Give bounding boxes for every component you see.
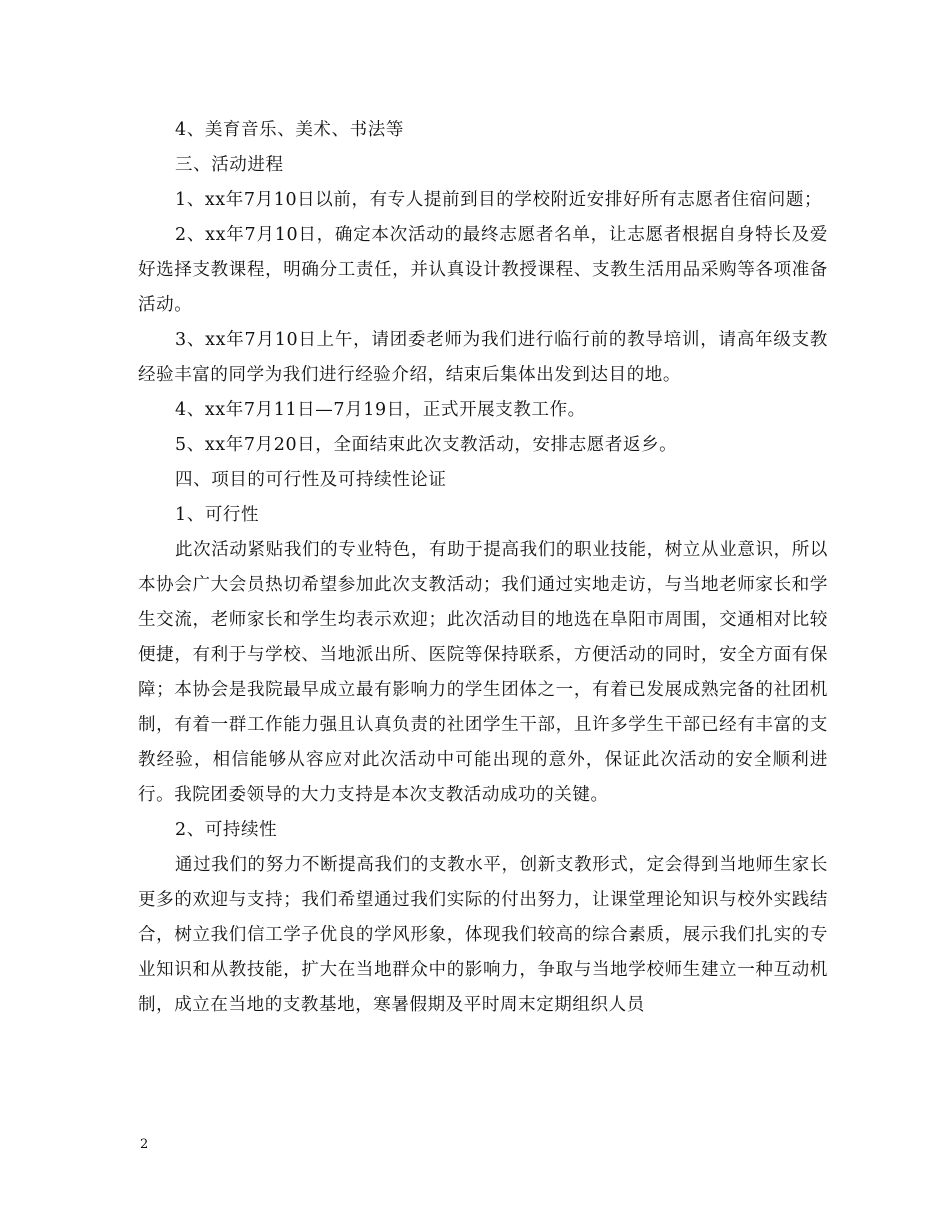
list-item: 4、美育音乐、美术、书法等 bbox=[175, 120, 404, 140]
list-item: 2、xx年7月10日，确定本次活动的最终志愿者名单，让志愿者根据自身特长及爱好选择支教课程，明确分工责任，并认真设计教授课程、支教生活用品采购等各项准备活动。 bbox=[138, 225, 828, 315]
list-item: 4、xx年7月11日—7月19日，正式开展支教工作。 bbox=[175, 400, 586, 420]
list-item: 5、xx年7月20日，全面结束此次支教活动，安排志愿者返乡。 bbox=[175, 435, 678, 455]
list-item: 1、xx年7月10日以前，有专人提前到目的学校附近安排好所有志愿者住宿问题； bbox=[175, 190, 823, 210]
subsection-heading: 1、可行性 bbox=[175, 505, 260, 525]
paragraph: 通过我们的努力不断提高我们的支教水平，创新支教形式，定会得到当地师生家长更多的欢迎与支持；我们希望通过我们实际的付出努力，让课堂理论知识与校外实践结合，树立我们信工学子优良的学风形象，体现我们较高的综合素质，展示我们扎实的专业知识和从教技能，扩大在当地群众中的影响力，争取与当地学校师生建立一种互动机制，成立在当地的支教基地，寒暑假期及平时周末定期组织人员 bbox=[138, 855, 828, 1015]
section-heading: 四、项目的可行性及可持续性论证 bbox=[175, 470, 447, 490]
subsection-heading: 2、可持续性 bbox=[175, 820, 278, 840]
paragraph: 此次活动紧贴我们的专业特色，有助于提高我们的职业技能，树立从业意识，所以本协会广大会员热切希望参加此次支教活动；我们通过实地走访，与当地老师家长和学生交流，老师家长和学生均表示欢迎；此次活动目的地选在阜阳市周围，交通相对比较便捷，有利于与学校、当地派出所、医院等保持联系，方便活动的同时，安全方面有保障；本协会是我院最早成立最有影响力的学生团体之一，有着已发展成熟完备的社团机制，有着一群工作能力强且认真负责的社团学生干部，且许多学生干部已经有丰富的支教经验，相信能够从容应对此次活动中可能出现的意外，保证此次活动的安全顺利进行。我院团委领导的大力支持是本次支教活动成功的关键。 bbox=[138, 540, 828, 805]
section-heading: 三、活动进程 bbox=[175, 155, 284, 175]
body-text bbox=[138, 113, 828, 1023]
list-item: 3、xx年7月10日上午，请团委老师为我们进行临行前的教导培训，请高年级支教经验丰富的同学为我们进行经验介绍，结束后集体出发到达目的地。 bbox=[138, 330, 828, 385]
page-number: 2 bbox=[140, 1137, 149, 1152]
